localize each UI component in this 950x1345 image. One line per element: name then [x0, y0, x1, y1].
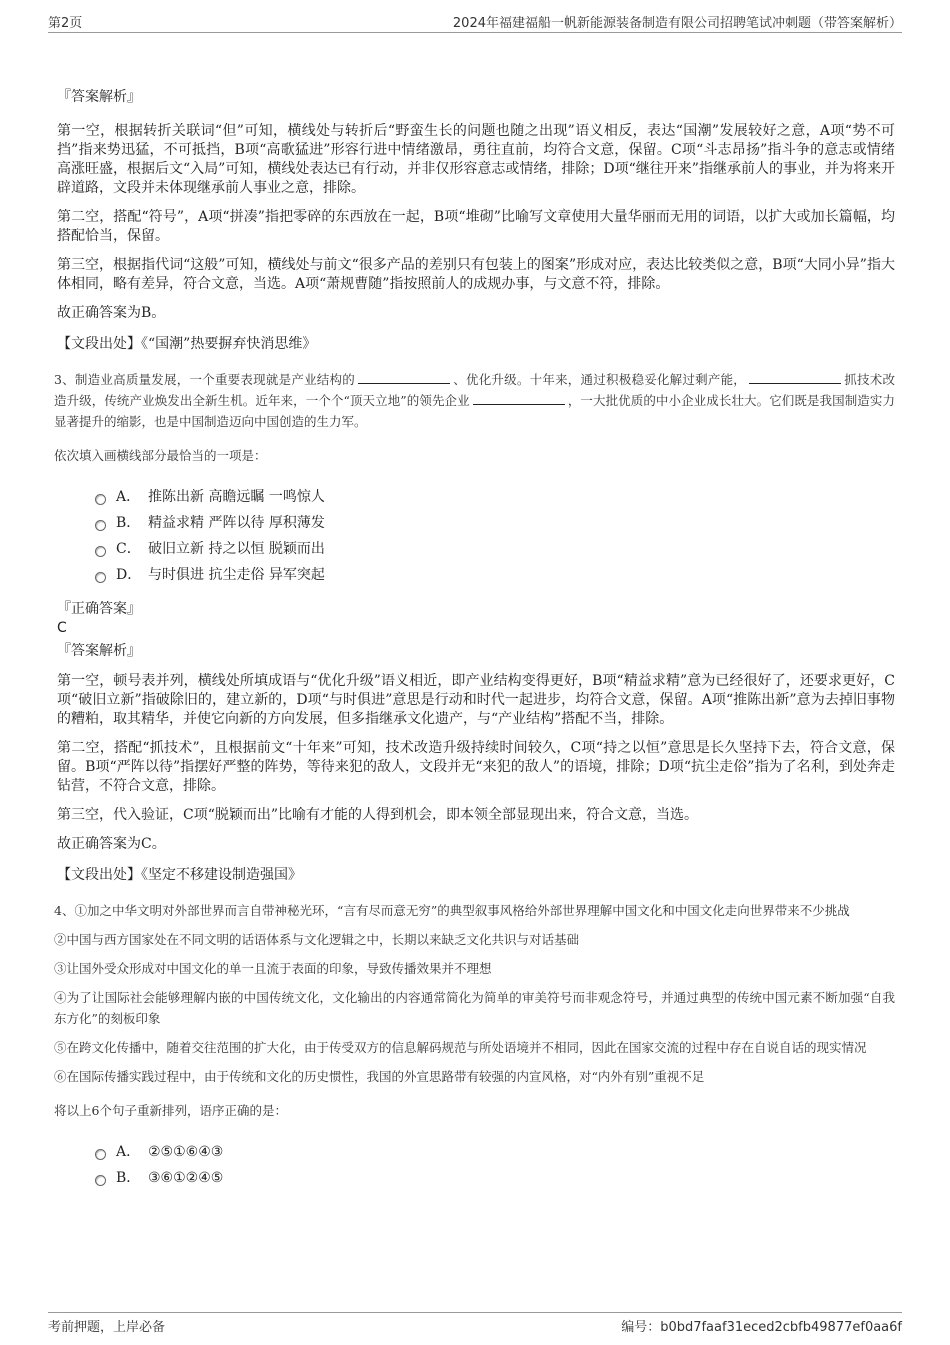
question-3-stem: 3、制造业高质量发展，一个重要表现就是产业结构的 、优化升级。十年来，通过积极稳妥化解过剩产能， 抓技术改造升级，传统产业焕发出全新生机。近年来，一个个“顶天立地”的领先企业 ，一大批优质的中小企业成长壮大。它们既是我国制造实力显著提升的缩影，也是中国制造迈向中国创造的生力军。	[54, 369, 895, 432]
analysis-conclusion: 故正确答案为C。	[57, 836, 166, 852]
radio-button[interactable]	[95, 520, 106, 531]
source-citation: 【文段出处】《“国潮”热要摒弃快消思维》	[57, 336, 317, 352]
option-a[interactable]: A． ②⑤①⑥④③	[95, 1139, 895, 1165]
footer-slogan: 考前押题，上岸必备	[48, 1320, 166, 1335]
question-4-prompt: 将以上6个句子重新排列，语序正确的是：	[54, 1103, 287, 1118]
radio-button[interactable]	[95, 546, 106, 557]
radio-button[interactable]	[95, 572, 106, 583]
radio-button[interactable]	[95, 494, 106, 505]
option-b[interactable]: B． 精益求精 严阵以待 厚积薄发	[95, 510, 895, 536]
analysis-paragraph: 第二空，搭配“符号”，A项“拼凑”指把零碎的东西放在一起，B项“堆砌”比喻写文章使用大量华丽而无用的词语，以扩大或加长篇幅，均搭配恰当，保留。	[57, 209, 895, 244]
option-b[interactable]: B． ③⑥①②④⑤	[95, 1165, 895, 1191]
source-citation: 【文段出处】《坚定不移建设制造强国》	[57, 867, 302, 883]
document-id: 编号：b0bd7faaf31eced2cbfb49877ef0aa6f	[621, 1320, 902, 1335]
option-d[interactable]: D． 与时俱进 抗尘走俗 异军突起	[95, 562, 895, 588]
sentence-3: ③让国外受众形成对中国文化的单一且流于表面的印象，导致传播效果并不理想	[54, 961, 492, 976]
fill-blank	[473, 390, 565, 405]
sentence-6: ⑥在国际传播实践过程中，由于传统和文化的历史惯性，我国的外宣思路带有较强的内宣风格，对“内外有别”重视不足	[54, 1069, 705, 1084]
radio-button[interactable]	[95, 1149, 106, 1160]
question-4-options	[95, 1139, 895, 1191]
answer-analysis-heading: 『答案解析』	[57, 643, 141, 659]
fill-blank	[358, 369, 450, 384]
analysis-paragraph: 第二空，搭配“抓技术”，且根据前文“十年来”可知，技术改造升级持续时间较久，C项“持之以恒”意思是长久坚持下去，符合文意，保留。B项“严阵以待”指摆好严整的阵势，等待来犯的敌人，文段并无“来犯的敌人”的语境，排除；D项“抗尘走俗”指为了名利，到处奔走钻营，不符合文意，排除。	[57, 740, 895, 794]
question-3-options	[95, 484, 895, 588]
page-header	[48, 10, 902, 33]
analysis-paragraph: 第三空，根据指代词“这般”可知，横线处与前文“很多产品的差别只有包装上的图案”形成对应，表达比较类似之意，B项“大同小异”指大体相同，略有差异，符合文意，当选。A项“萧规曹随”指按照前人的成规办事，与文意不符，排除。	[57, 257, 895, 292]
sentence-2: ②中国与西方国家处在不同文明的话语体系与文化逻辑之中，长期以来缺乏文化共识与对话基础	[54, 932, 580, 947]
option-a[interactable]: A． 推陈出新 高瞻远瞩 一鸣惊人	[95, 484, 895, 510]
sentence-5: ⑤在跨文化传播中，随着交往范围的扩大化，由于传受双方的信息解码规范与所处语境并不相同，因此在国家交流的过程中存在自说自话的现实情况	[54, 1040, 867, 1055]
analysis-paragraph: 第一空，根据转折关联词“但”可知，横线处与转折后“野蛮生长的问题也随之出现”语义相反，表达“国潮”发展较好之意，A项“势不可挡”指来势迅猛，不可抵挡，B项“高歌猛进”形容行进中情绪激昂，勇往直前，均符合文意，保留。C项“斗志昂扬”指斗争的意志或情绪高涨旺盛，根据后文“入局”可知，横线处表达已有行动，并非仅形容意志或情绪，排除；D项“继往开来”指继承前人的事业，并为将来开辟道路，文段并未体现继承前人事业之意，排除。	[57, 123, 895, 196]
document-title: 2024年福建福船一帆新能源装备制造有限公司招聘笔试冲刺题（带答案解析）	[452, 16, 902, 31]
option-c[interactable]: C． 破旧立新 持之以恒 脱颖而出	[95, 536, 895, 562]
fill-blank	[749, 369, 841, 384]
question-3-prompt: 依次填入画横线部分最恰当的一项是：	[54, 448, 267, 463]
page-footer	[48, 1312, 902, 1335]
analysis-conclusion: 故正确答案为B。	[57, 305, 166, 321]
analysis-paragraph: 第一空，顿号表并列，横线处所填成语与“优化升级”语义相近，即产业结构变得更好，B项“精益求精”意为已经很好了，还要求更好，C项“破旧立新”指破除旧的，建立新的，D项“与时俱进”意思是行动和时代一起进步，均符合文意，保留。A项“推陈出新”意为去掉旧事物的糟粕，取其精华，并使它向新的方向发展，但多指继承文化遗产，与“产业结构”搭配不当，排除。	[57, 673, 895, 727]
correct-answer-heading: 『正确答案』	[57, 601, 141, 617]
analysis-paragraph: 第三空，代入验证，C项“脱颖而出”比喻有才能的人得到机会，即本领全部显现出来，符合文意，当选。	[57, 807, 699, 823]
sentence-1: 4、①加之中华文明对外部世界而言自带神秘光环，“言有尽而意无穷”的典型叙事风格给外部世界理解中国文化和中国文化走向世界带来不少挑战	[54, 903, 850, 918]
correct-answer: C	[57, 620, 67, 636]
page-number: 第2页	[48, 16, 83, 31]
document-body	[54, 86, 895, 1191]
answer-analysis-heading: 『答案解析』	[57, 89, 141, 105]
radio-button[interactable]	[95, 1175, 106, 1186]
sentence-4: ④为了让国际社会能够理解内嵌的中国传统文化，文化输出的内容通常简化为简单的审美符号而非观念符号，并通过典型的传统中国元素不断加强“自我东方化”的刻板印象	[54, 990, 895, 1026]
